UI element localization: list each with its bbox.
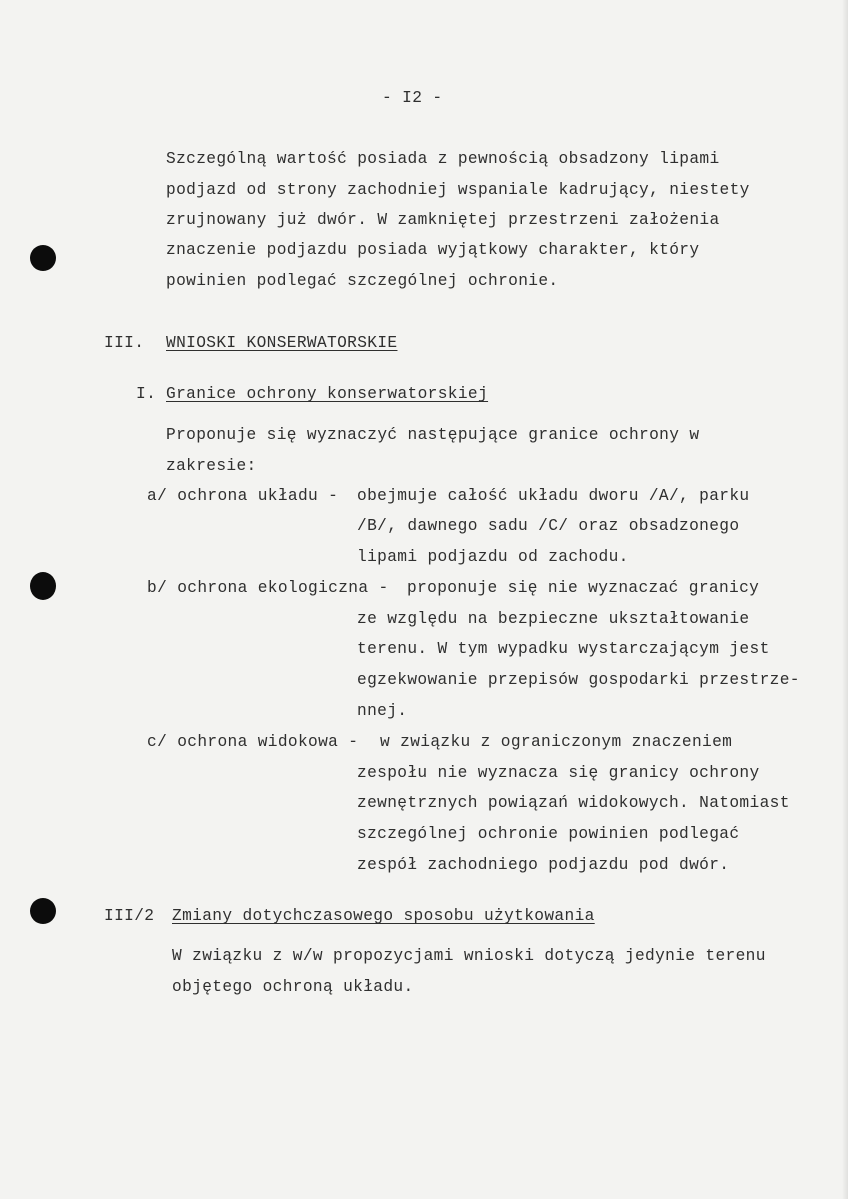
subsection-body-line: W związku z w/w propozycjami wnioski dotyczą jedynie terenu — [172, 947, 766, 965]
punch-hole-bottom — [30, 898, 56, 924]
item-a-label: a/ ochrona układu - — [147, 487, 339, 505]
item-b-line: ze względu na bezpieczne ukształtowanie — [357, 610, 750, 628]
intro-line: Szczególną wartość posiada z pewnością obsadzony lipami — [166, 150, 720, 168]
item-c-line: w związku z ograniczonym znaczeniem — [380, 733, 733, 751]
intro-line: zrujnowany już dwór. W zamkniętej przestrzeni założenia — [166, 211, 720, 229]
item-c-line: zespołu nie wyznacza się granicy ochrony — [357, 764, 760, 782]
section-title: WNIOSKI KONSERWATORSKIE — [166, 334, 398, 352]
item-c-line: zewnętrznych powiązań widokowych. Natomiast — [357, 794, 790, 812]
item-a-line: lipami podjazdu od zachodu. — [357, 548, 629, 566]
item-b-line: terenu. W tym wypadku wystarczającym jest — [357, 640, 770, 658]
intro-line: znaczenie podjazdu posiada wyjątkowy charakter, który — [166, 241, 700, 259]
intro-line: podjazd od strony zachodniej wspaniale kadrujący, niestety — [166, 181, 750, 199]
page-edge-shadow — [842, 0, 848, 1199]
subsection-title: Granice ochrony konserwatorskiej — [166, 385, 489, 403]
item-c-line: zespół zachodniego podjazdu pod dwór. — [357, 856, 730, 874]
subsection-intro-line: zakresie: — [166, 457, 257, 475]
subsection-body-line: objętego ochroną układu. — [172, 978, 414, 996]
subsection-intro-line: Proponuje się wyznaczyć następujące granice ochrony w — [166, 426, 700, 444]
punch-hole-top — [30, 245, 56, 271]
intro-line: powinien podlegać szczególnej ochronie. — [166, 272, 559, 290]
item-a-line: obejmuje całość układu dworu /A/, parku — [357, 487, 750, 505]
subsection-number: III/2 — [104, 907, 155, 925]
subsection-number: I. — [136, 385, 157, 403]
item-b-label: b/ ochrona ekologiczna - — [147, 579, 389, 597]
page-number: - I2 - — [382, 89, 443, 107]
punch-hole-middle — [30, 572, 56, 600]
subsection-title: Zmiany dotychczasowego sposobu użytkowania — [172, 907, 595, 925]
item-b-line: proponuje się nie wyznaczać granicy — [407, 579, 760, 597]
item-c-label: c/ ochrona widokowa - — [147, 733, 359, 751]
item-b-line: nnej. — [357, 702, 408, 720]
section-number: III. — [104, 334, 145, 352]
item-c-line: szczególnej ochronie powinien podlegać — [357, 825, 740, 843]
item-b-line: egzekwowanie przepisów gospodarki przestrze- — [357, 671, 800, 689]
item-a-line: /B/, dawnego sadu /C/ oraz obsadzonego — [357, 517, 740, 535]
